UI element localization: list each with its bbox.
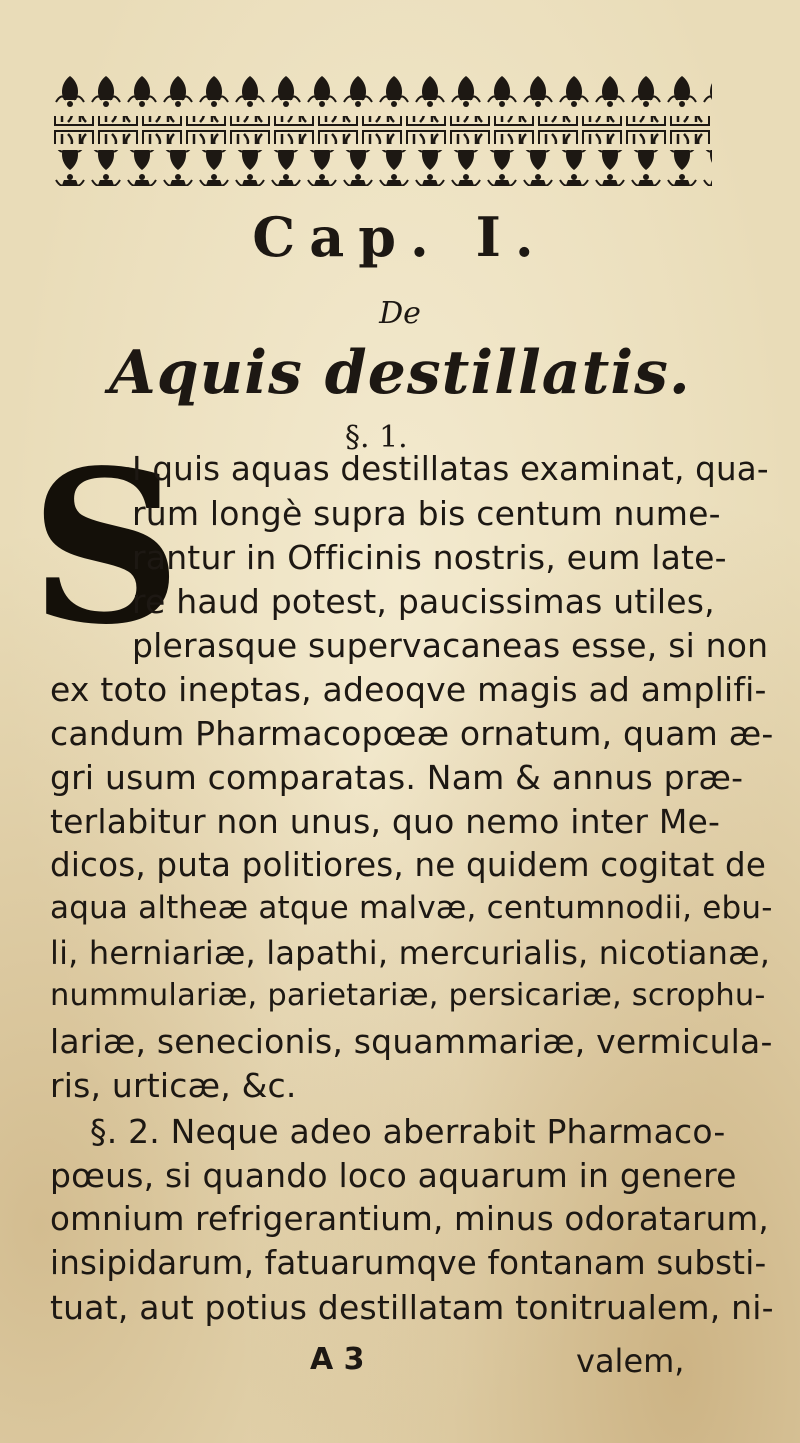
chapter-title: Aquis destillatis. <box>109 338 691 408</box>
section-number: §. 1. <box>345 420 408 455</box>
header-ornament-band <box>52 72 712 192</box>
text-line: ex toto ineptas, adeoqve magis ad amplifi- <box>50 670 767 709</box>
signature-mark: A 3 <box>310 1342 365 1377</box>
text-line: plerasque supervacaneas esse, si non <box>132 626 769 665</box>
text-line: lariæ, senecionis, squammariæ, vermicula- <box>50 1022 773 1061</box>
fleuron-icon <box>52 72 712 192</box>
text-line: ris, urticæ, &c. <box>50 1066 297 1105</box>
text-line: omnium refrigerantium, minus odoratarum, <box>50 1200 769 1238</box>
chapter-preposition: De <box>379 296 421 331</box>
catchword: valem, <box>576 1342 685 1380</box>
text-line: rantur in Officinis nostris, eum late- <box>132 538 727 577</box>
chapter-heading: Cap. I. <box>252 205 548 269</box>
text-line: tuat, aut potius destillatam tonitrualem, ni- <box>50 1288 774 1327</box>
text-line: re haud potest, paucissimas utiles, <box>132 582 715 621</box>
text-line: nummulariæ, parietariæ, persicariæ, scrophu- <box>50 978 766 1013</box>
text-line: candum Pharmacopœæ ornatum, quam æ- <box>50 714 774 753</box>
text-line: pœus, si quando loco aquarum in genere <box>50 1156 737 1195</box>
text-line: terlabitur non unus, quo nemo inter Me- <box>50 802 721 841</box>
text-line: dicos, puta politiores, ne quidem cogitat de <box>50 846 767 884</box>
text-line: gri usum comparatas. Nam & annus præ- <box>50 758 744 797</box>
text-line: rum longè supra bis centum nume- <box>132 494 721 533</box>
text-line: I quis aquas destillatas examinat, qua- <box>132 450 769 488</box>
text-line: insipidarum, fatuarumqve fontanam substi- <box>50 1244 767 1282</box>
text-line: §. 2. Neque adeo aberrabit Pharmaco- <box>90 1112 726 1151</box>
drop-capital: S <box>30 424 182 671</box>
text-line: aqua altheæ atque malvæ, centumnodii, ebu- <box>50 890 773 926</box>
text-line: li, herniariæ, lapathi, mercurialis, nicotianæ, <box>50 934 771 972</box>
